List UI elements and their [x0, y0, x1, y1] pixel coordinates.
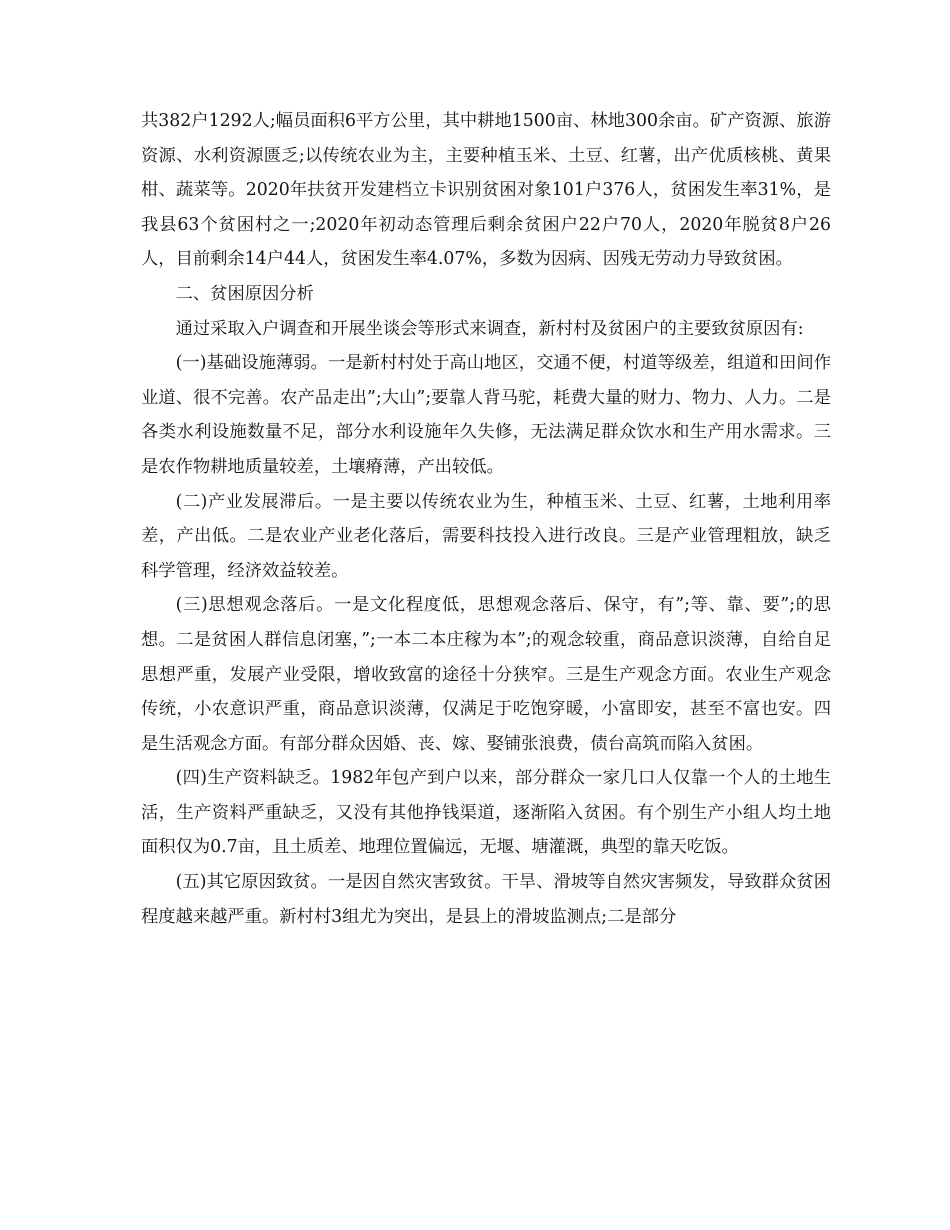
section-heading-poverty-causes: 二、贫困原因分析 — [175, 283, 314, 304]
paragraph-cause-resources: (四)生产资料缺乏。1982年包产到户以来，部分群众一家几口人仅靠一个人的土地生活，生产资料严重缺乏，又没有其他挣钱渠道，逐渐陷入贫困。有个别生产小组人均土地面积仅为0.7亩，且土质差、地理位置偏远，无堰、塘灌溉，典型的靠天吃饭。 — [141, 768, 831, 858]
paragraph-cause-industry: (二)产业发展滞后。一是主要以传统农业为生，种植玉米、土豆、红薯，土地利用率差，产出低。二是农业产业老化落后，需要科技投入进行改良。三是产业管理粗放，缺乏科学管理，经济效益较差。 — [141, 491, 831, 581]
paragraph-cause-infrastructure: (一)基础设施薄弱。一是新村村处于高山地区，交通不便，村道等级差，组道和田间作业道、很不完善。农产品走出”;大山”;要靠人背马驼，耗费大量的财力、物力、人力。二是各类水利设施数量不足，部分水利设施年久失修，无法满足群众饮水和生产用水需求。三是农作物耕地质量较差，土壤瘠薄，产出较低。 — [141, 353, 831, 477]
paragraph-survey-intro: 通过采取入户调查和开展坐谈会等形式来调查，新村村及贫困户的主要致贫原因有: — [175, 318, 804, 339]
document-body — [141, 104, 831, 934]
paragraph-village-overview: 共382户1292人;幅员面积6平方公里，其中耕地1500亩、林地300余亩。矿产资源、旅游资源、水利资源匮乏;以传统农业为主，主要种植玉米、土豆、红薯，出产优质核桃、黄果柑、蔬菜等。2020年扶贫开发建档立卡识别贫困对象101户376人，贫困发生率31%，是我县63个贫困村之一;2020年初动态管理后剩余贫困户22户70人，2020年脱贫8户26人，目前剩余14户44人，贫困发生率4.07%，多数为因病、因残无劳动力导致贫困。 — [141, 111, 831, 270]
paragraph-cause-mindset: (三)思想观念落后。一是文化程度低，思想观念落后、保守，有”;等、靠、要”;的思想。二是贫困人群信息闭塞，”;一本二本庄稼为本”;的观念较重，商品意识淡薄，自给自足思想严重，发展产业受限，增收致富的途径十分狭窄。三是生产观念方面。农业生产观念传统，小农意识严重，商品意识淡薄，仅满足于吃饱穿暖，小富即安，甚至不富也安。四是生活观念方面。有部分群众因婚、丧、嫁、娶铺张浪费，债台高筑而陷入贫困。 — [141, 595, 831, 754]
paragraph-cause-other: (五)其它原因致贫。一是因自然灾害致贫。干旱、滑坡等自然灾害频发，导致群众贫困程度越来越严重。新村村3组尤为突出，是县上的滑坡监测点;二是部分 — [141, 872, 831, 927]
